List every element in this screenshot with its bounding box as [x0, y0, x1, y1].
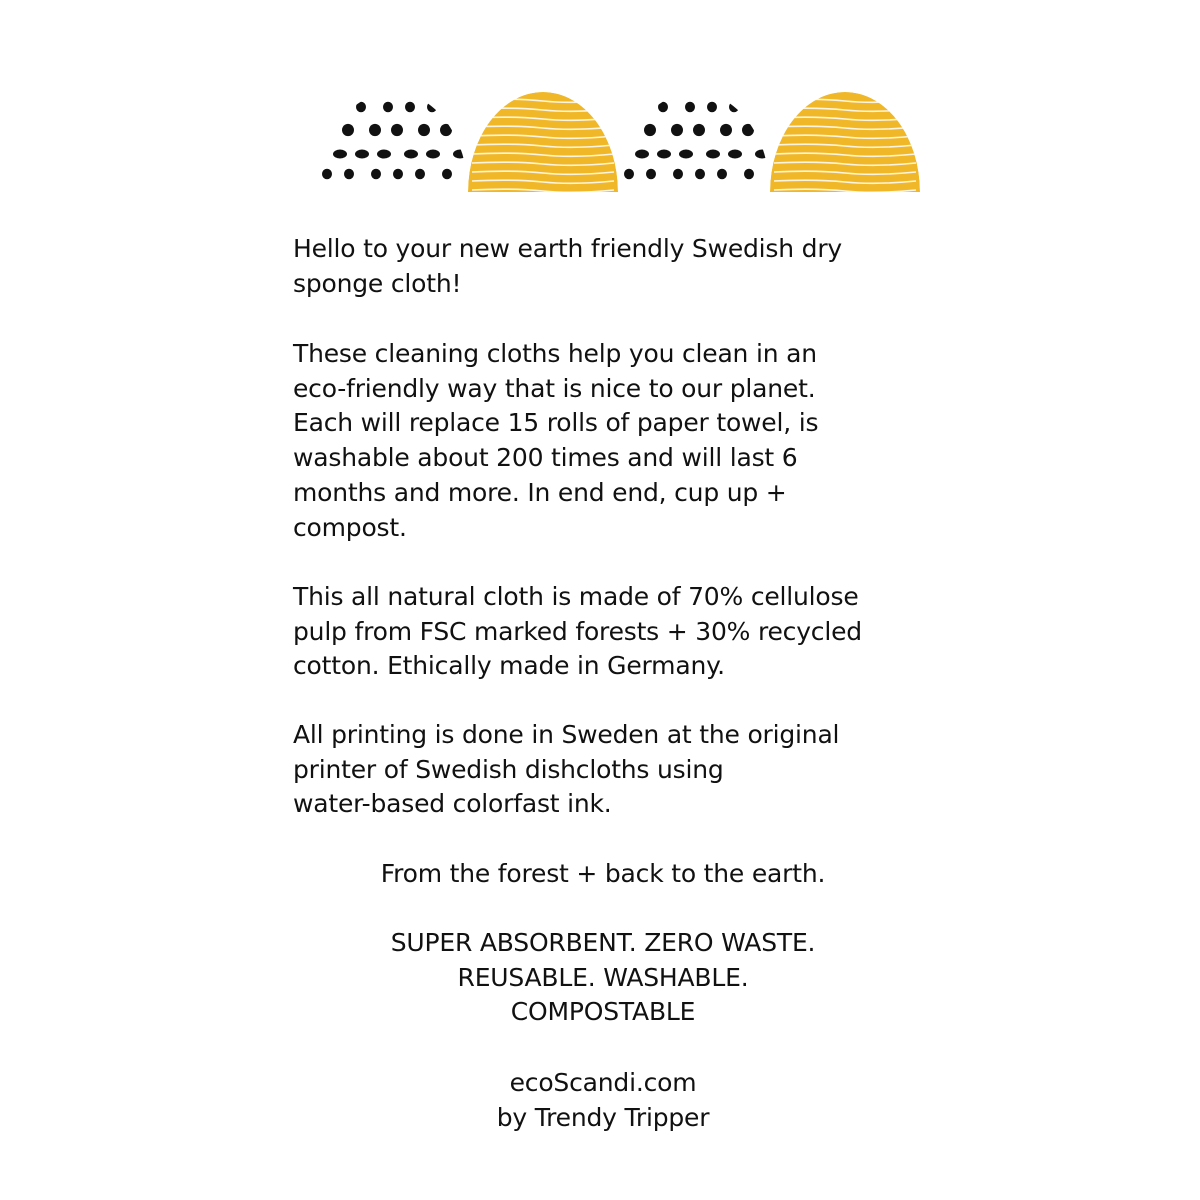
pattern-dot [453, 150, 467, 159]
pattern-dot [322, 169, 332, 180]
website-text: ecoScandi.com [509, 1068, 697, 1097]
materials-paragraph: This all natural cloth is made of 70% cellulose pulp from FSC marked forests + 30% recycled cotton. Ethically made in Germany. [293, 582, 862, 681]
pattern-dot [691, 82, 705, 91]
pattern-dot [371, 169, 381, 180]
pattern-dot [755, 150, 769, 159]
pattern-dot [320, 124, 332, 136]
pattern-dot [706, 150, 720, 159]
dotted-semicircle [620, 82, 769, 180]
pattern-dot [740, 82, 754, 91]
pattern-dot [671, 124, 683, 136]
pattern-dot [404, 150, 418, 159]
pattern-dot [620, 82, 634, 91]
pattern-dot [342, 124, 354, 136]
dotted-semicircle [318, 82, 467, 180]
pattern-dot [742, 124, 754, 136]
pattern-dot [707, 102, 717, 113]
pattern-dot [717, 169, 727, 180]
pattern-dot [427, 102, 437, 113]
pattern-dot [622, 124, 634, 136]
pattern-dot [356, 102, 366, 113]
benefits-paragraph: These cleaning cloths help you clean in an eco-friendly way that is nice to our planet. Each will replace 15 rolls of paper towel, is washable about 200 times and will last 6 months and more. In end end, cup up + compost. [293, 339, 819, 542]
pattern-dot [647, 82, 661, 91]
pattern-dot [646, 169, 656, 180]
pattern-dot [344, 169, 354, 180]
pattern-dot [720, 124, 732, 136]
printing-paragraph: All printing is done in Sweden at the original printer of Swedish dishcloths using water-based colorfast ink. [293, 720, 840, 819]
pattern-dot [415, 169, 425, 180]
pattern-dot [367, 82, 381, 91]
pattern-dot [635, 150, 649, 159]
striped-semicircle [468, 92, 618, 192]
pattern-dot [383, 102, 393, 113]
pattern-dot [440, 124, 452, 136]
pattern-dot [636, 102, 646, 113]
pattern-dot [657, 150, 671, 159]
pattern-dot [679, 150, 693, 159]
pattern-dot [369, 124, 381, 136]
pattern-dot [345, 82, 359, 91]
pattern-dot [333, 150, 347, 159]
product-claims: SUPER ABSORBENT. ZERO WASTE. REUSABLE. WASHABLE. COMPOSTABLE [390, 928, 816, 1027]
pattern-dot [744, 169, 754, 180]
striped-semicircle-fill [468, 92, 618, 192]
pattern-dot [658, 102, 668, 113]
pattern-dot [644, 124, 656, 136]
pattern-dot [377, 150, 391, 159]
pattern-dot [669, 82, 683, 91]
pattern-dot [695, 169, 705, 180]
pattern-dot [391, 124, 403, 136]
pattern-dot [426, 150, 440, 159]
pattern-dot [729, 102, 739, 113]
pattern-dot [393, 169, 403, 180]
pattern-dot [418, 124, 430, 136]
pattern-dot [756, 102, 766, 113]
pattern-dot [405, 102, 415, 113]
pattern-dot [728, 150, 742, 159]
intro-paragraph: Hello to your new earth friendly Swedish dry sponge cloth! [293, 234, 842, 298]
pattern-dot [318, 82, 332, 91]
pattern-dot [454, 102, 464, 113]
striped-semicircle [770, 92, 920, 192]
pattern-dot [718, 82, 732, 91]
pattern-dot [438, 82, 452, 91]
pattern-dot [334, 102, 344, 113]
brand-byline: by Trendy Tripper [496, 1103, 710, 1132]
pattern-dot [389, 82, 403, 91]
pattern-dot [624, 169, 634, 180]
decorative-semicircle-banner [316, 74, 922, 192]
pattern-dot [673, 169, 683, 180]
pattern-dot [685, 102, 695, 113]
pattern-dot [693, 124, 705, 136]
pattern-dot [355, 150, 369, 159]
tagline: From the forest + back to the earth. [380, 859, 826, 888]
striped-semicircle-fill [770, 92, 920, 192]
pattern-dot [416, 82, 430, 91]
pattern-dot [442, 169, 452, 180]
